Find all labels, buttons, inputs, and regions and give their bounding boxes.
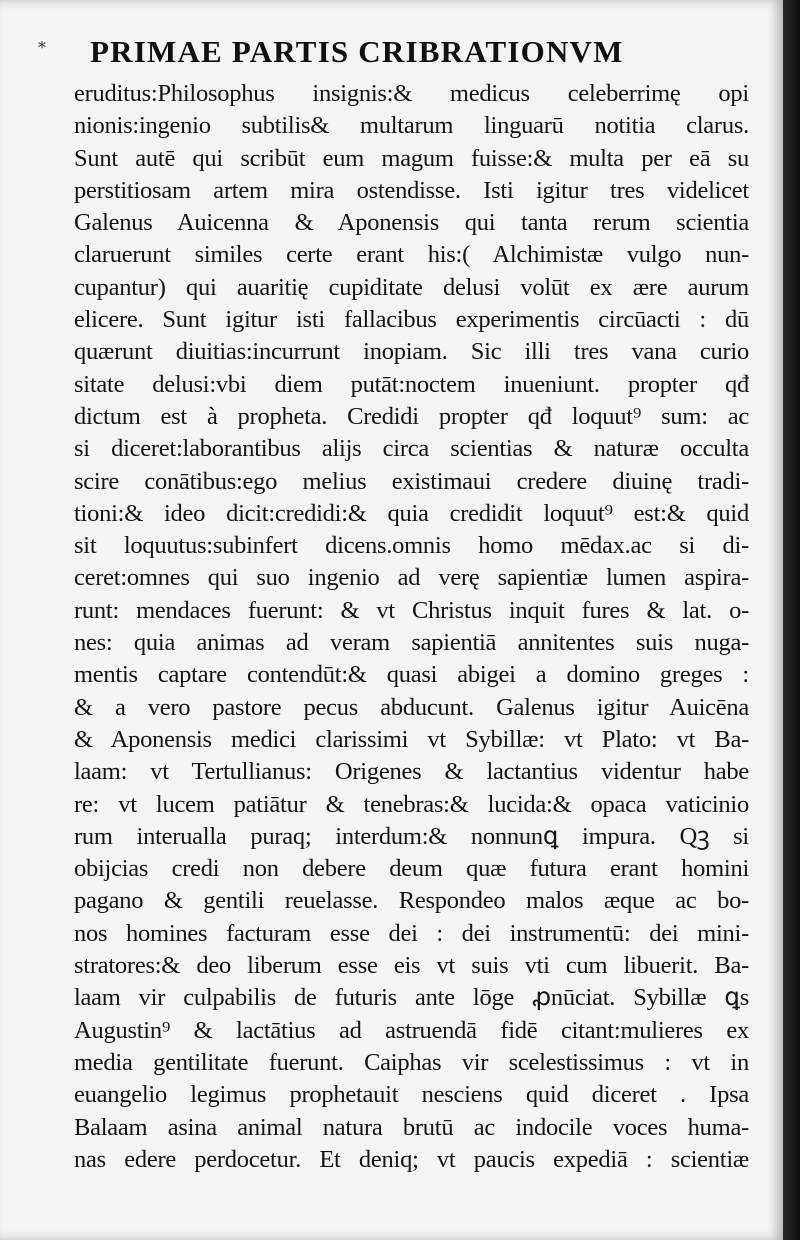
text-line: eruditus:Philosophus insignis:& medicus celeberrimę opi xyxy=(74,80,749,107)
text-line: mentis captare contendūt:& quasi abigei a domino greges : xyxy=(74,661,749,689)
text-line: Sunt autē qui scribūt eum magum fuisse:& multa per eā su xyxy=(74,144,749,172)
text-line: euangelio legimus prophetauit nesciens quid diceret . Ipsa xyxy=(74,1081,749,1109)
text-line: cupantur) qui auaritię cupiditate delusi volūt ex ære aurum xyxy=(74,273,749,301)
text-line: nas edere perdocetur. Et deniq; vt paucis expediā : scientiæ xyxy=(74,1145,749,1173)
margin-mark: * xyxy=(38,38,46,57)
text-line: pagano & gentili reuelasse. Respondeo malos æque ac bo- xyxy=(74,887,749,915)
text-line: media gentilitate fuerunt. Caiphas vir scelestissimus : vt in xyxy=(74,1048,749,1076)
text-line: scire conātibus:ego melius existimaui credere diuinę tradi- xyxy=(74,467,749,495)
text-line: nionis:ingenio subtilis& multarum linguarū notitia clarus. xyxy=(74,112,749,140)
text-line: Balaam asina animal natura brutū ac indocile voces huma- xyxy=(74,1113,749,1141)
text-line: dictum est à propheta. Credidi propter qđ loquut⁹ sum: ac xyxy=(74,402,749,430)
text-line: stratores:& deo liberum esse eis vt suis vti cum libuerit. Ba- xyxy=(74,952,749,980)
text-line: laam: vt Tertullianus: Origenes & lactantius videntur habe xyxy=(74,758,749,786)
text-line: sit loquutus:subinfert dicens.omnis homo mēdax.ac si di- xyxy=(74,532,749,560)
text-line: Augustin⁹ & lactātius ad astruendā fidē citant:mulieres ex xyxy=(74,1016,749,1044)
text-line: si diceret:laborantibus alijs circa scientias & naturæ occulta xyxy=(74,435,749,463)
text-line: rum interualla puraq; interdum:& nonnunꝗ impura. Qꝫ si xyxy=(74,822,749,850)
text-line: nos homines facturam esse dei : dei instrumentū: dei mini- xyxy=(74,919,749,947)
text-line: obijcias credi non debere deum quæ futura erant homini xyxy=(74,855,749,883)
text-line: claruerunt similes certe erant his:( Alchimistæ vulgo nun- xyxy=(74,241,749,269)
text-line: perstitiosam artem mira ostendisse. Isti igitur tres videlicet xyxy=(74,176,749,204)
text-line: runt: mendaces fuerunt: & vt Christus inquit fures & lat. o- xyxy=(74,596,749,624)
text-line: quærunt diuitias:incurrunt inopiam. Sic illi tres vana curio xyxy=(74,338,749,366)
text-line: tioni:& ideo dicit:credidi:& quia credidit loquut⁹ est:& quid xyxy=(74,499,749,527)
page-edge-shadow xyxy=(783,0,800,1240)
text-line: & a vero pastore pecus abducunt. Galenus igitur Auicēna xyxy=(74,693,749,721)
running-head: PRIMAE PARTIS CRIBRATIONVM xyxy=(90,34,624,69)
text-line: re: vt lucem patiātur & tenebras:& lucida:& opaca vaticinio xyxy=(74,790,749,818)
text-line: Galenus Auicenna & Aponensis qui tanta rerum scientia xyxy=(74,209,749,237)
text-line: laam vir culpabilis de futuris ante lōge ꝓnūciat. Sybillæ ꝗs xyxy=(74,984,749,1012)
body-text xyxy=(74,78,749,1176)
text-line: & Aponensis medici clarissimi vt Sybillæ: vt Plato: vt Ba- xyxy=(74,725,749,753)
text-line: elicere. Sunt igitur isti fallacibus experimentis circūacti : dū xyxy=(74,306,749,334)
text-line: ceret:omnes qui suo ingenio ad verę sapientiæ lumen aspira- xyxy=(74,564,749,592)
text-line: sitate delusi:vbi diem putāt:noctem inueniunt. propter qđ xyxy=(74,370,749,398)
text-line: nes: quia animas ad veram sapientiā annitentes suis nuga- xyxy=(74,629,749,657)
